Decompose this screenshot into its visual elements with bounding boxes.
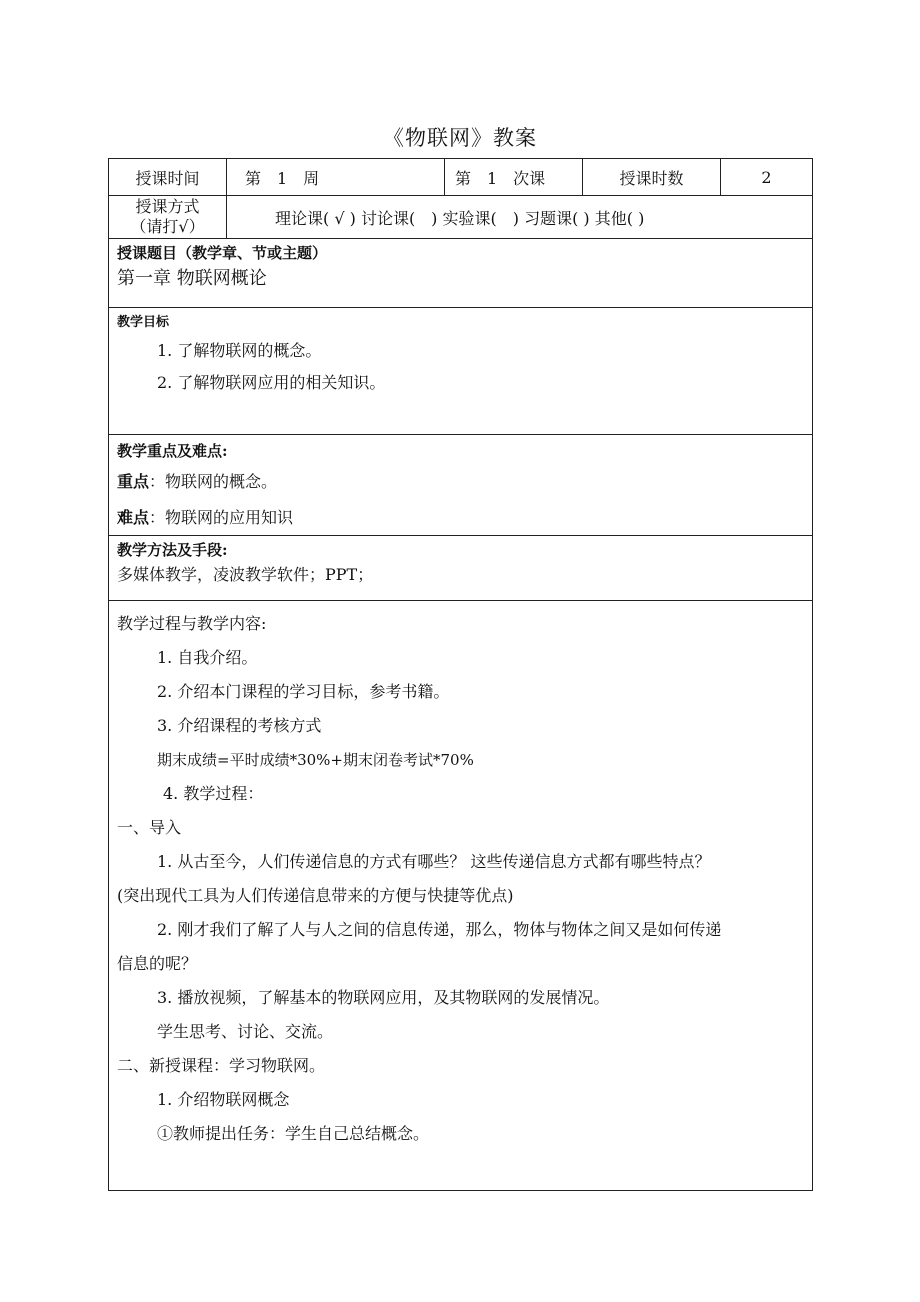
difficult-point-line xyxy=(117,501,804,535)
objective-item: 1. 了解物联网的概念。 xyxy=(157,341,322,360)
key-label: 重点 xyxy=(117,472,150,491)
process-line: 信息的呢？ xyxy=(117,954,198,973)
process-line: 2. 刚才我们了解了人与人之间的信息传递，那么，物体与物体之间又是如何传递 xyxy=(157,920,722,939)
process-line: ①教师提出任务：学生自己总结概念。 xyxy=(157,1124,430,1143)
method-options: 理论课( √ ) 讨论课( ) 实验课( ) 习题课( ) 其他( ) xyxy=(227,196,813,239)
process-line: 学生思考、讨论、交流。 xyxy=(157,1022,334,1041)
methods-row xyxy=(109,536,813,601)
process-cell xyxy=(109,601,813,1191)
time-label: 授课时间 xyxy=(109,159,227,196)
session-cell: 第 1 次课 xyxy=(445,159,583,196)
topic-text: 第一章 物联网概论 xyxy=(117,268,267,289)
objectives-cell xyxy=(109,308,813,435)
difficult-text: ：物联网的应用知识 xyxy=(149,508,294,527)
process-line: 1. 从古至今，人们传递信息的方式有哪些？ 这些传递信息方式都有哪些特点？ xyxy=(157,852,711,871)
schedule-row xyxy=(109,159,813,196)
topic-heading: 授课题目（教学章、节或主题） xyxy=(117,244,328,262)
key-point-line xyxy=(117,463,804,501)
hours-value: 2 xyxy=(721,159,813,196)
objective-item: 2. 了解物联网应用的相关知识。 xyxy=(157,373,386,392)
key-points-row xyxy=(109,435,813,536)
method-label-line2: （请打√） xyxy=(130,217,205,236)
document-title: 《物联网》教案 xyxy=(383,126,537,150)
objectives-row xyxy=(109,308,813,435)
method-row xyxy=(109,196,813,239)
method-label-line1: 授课方式 xyxy=(135,197,200,216)
methods-text: 多媒体教学，凌波教学软件；PPT； xyxy=(117,565,374,584)
objectives-heading: 教学目标 xyxy=(117,315,170,330)
difficult-label: 难点 xyxy=(117,508,150,527)
process-line: 1. 自我介绍。 xyxy=(157,648,258,667)
hours-label: 授课时数 xyxy=(583,159,721,196)
week-cell: 第 1 周 xyxy=(227,159,445,196)
topic-cell xyxy=(109,239,813,308)
topic-row xyxy=(109,239,813,308)
process-line: 4. 教学过程： xyxy=(163,784,264,803)
methods-heading: 教学方法及手段: xyxy=(117,541,228,559)
methods-cell xyxy=(109,536,813,601)
key-points-heading: 教学重点及难点: xyxy=(117,442,228,460)
lesson-plan-table xyxy=(108,158,813,1191)
key-points-cell xyxy=(109,435,813,536)
process-line: 3. 介绍课程的考核方式 xyxy=(157,716,322,735)
process-line: 1. 介绍物联网概念 xyxy=(157,1090,290,1109)
process-line: (突出现代工具为人们传递信息带来的方便与快捷等优点) xyxy=(117,886,514,905)
process-line: 2. 介绍本门课程的学习目标，参考书籍。 xyxy=(157,682,450,701)
process-line: 期末成绩=平时成绩*30%+期末闭卷考试*70% xyxy=(157,751,474,769)
method-label xyxy=(109,196,227,239)
process-row xyxy=(109,601,813,1191)
process-line: 一、导入 xyxy=(117,818,182,837)
process-line: 二、新授课程：学习物联网。 xyxy=(117,1056,326,1075)
process-heading: 教学过程与教学内容: xyxy=(117,614,267,633)
key-text: ：物联网的概念。 xyxy=(149,472,278,491)
process-line: 3. 播放视频，了解基本的物联网应用，及其物联网的发展情况。 xyxy=(157,988,610,1007)
